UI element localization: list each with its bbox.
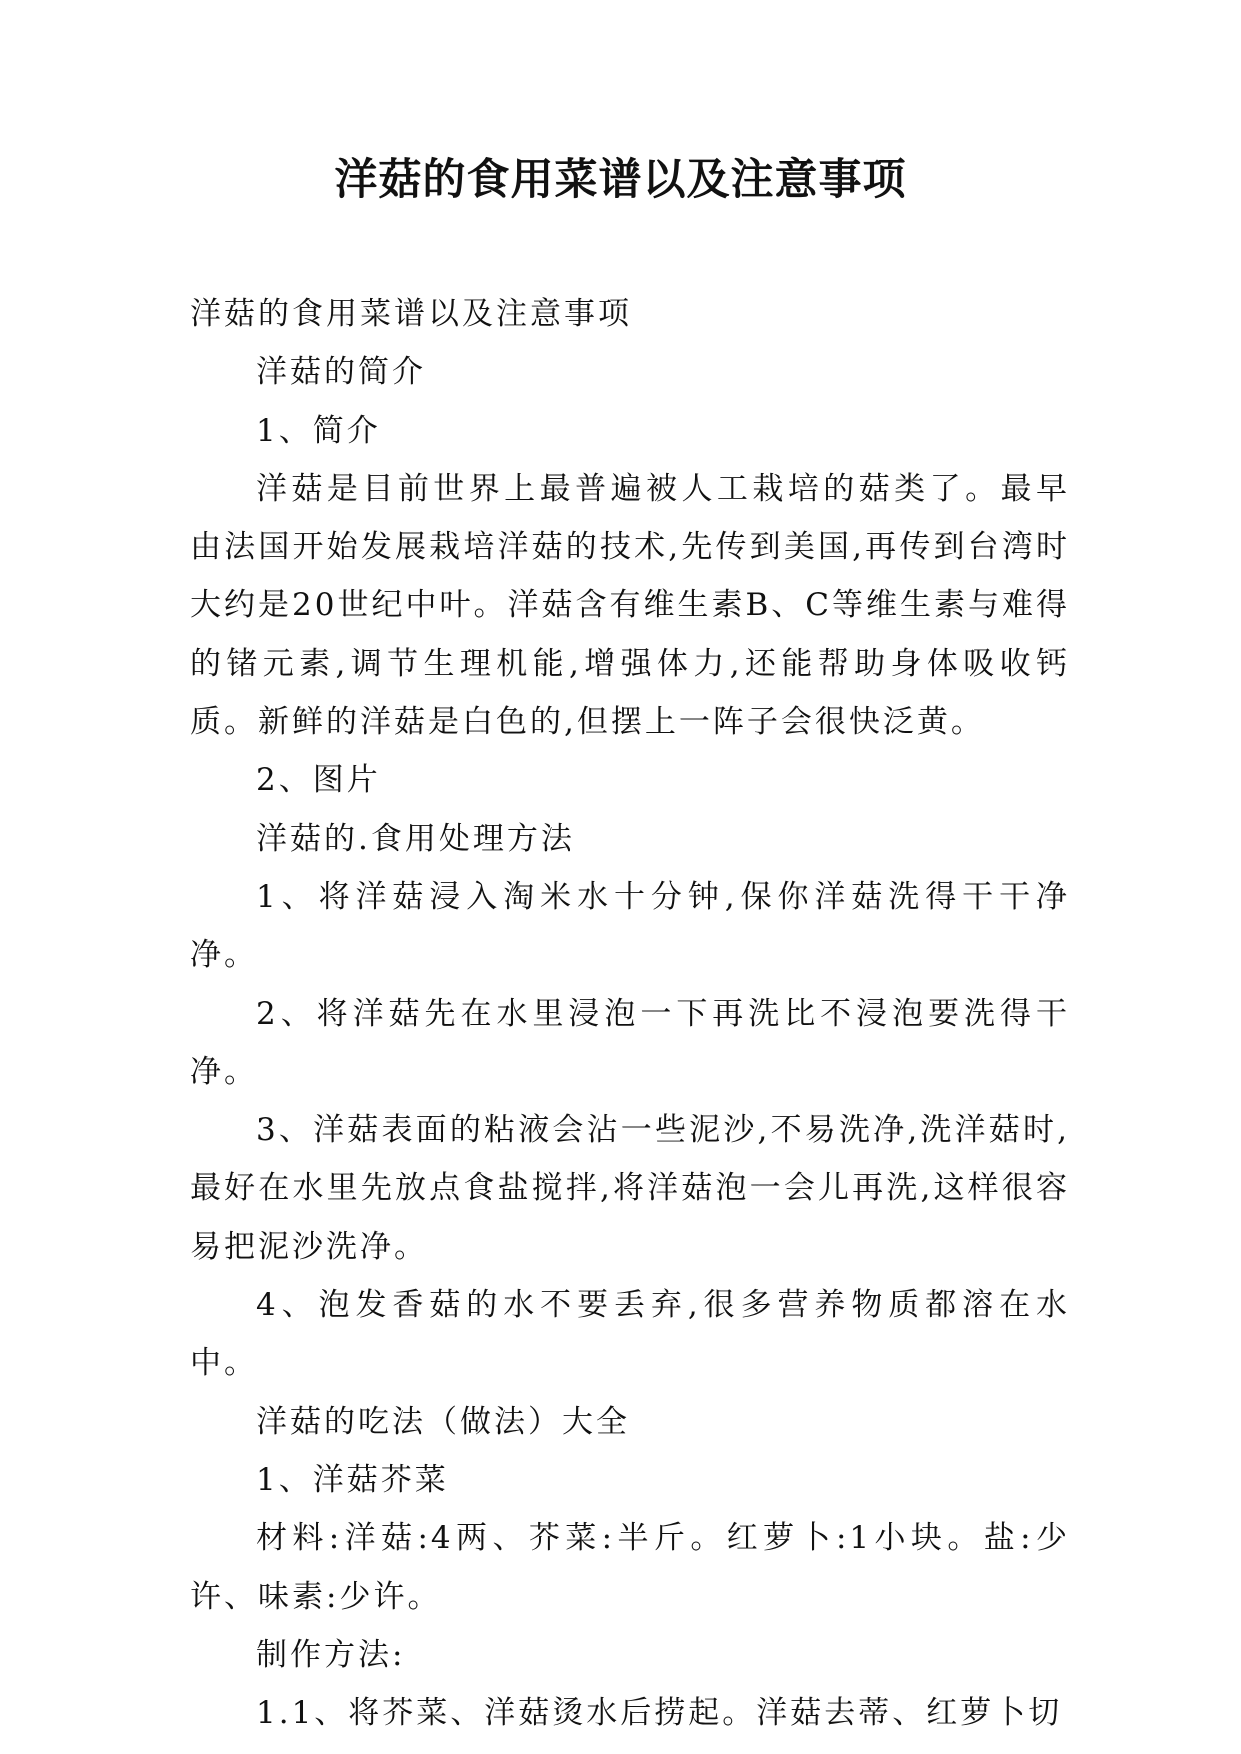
body-paragraph: 材料:洋菇:4两、芥菜:半斤。红萝卜:1小块。盐:少许、味素:少许。 [190, 1520, 1070, 1615]
body-paragraph: 洋菇的简介 [256, 354, 426, 391]
body-paragraph: 1、将洋菇浸入淘米水十分钟,保你洋菇洗得干干净净。 [190, 878, 1070, 974]
body-paragraph: 1、简介 [256, 412, 381, 449]
body-paragraph: 3、洋菇表面的粘液会沾一些泥沙,不易洗净,洗洋菇时,最好在水里先放点食盐搅拌,将洋菇泡一会儿再洗,这样很容易把泥沙洗净。 [190, 1112, 1070, 1265]
body-paragraph: 1、洋菇芥菜 [256, 1461, 449, 1498]
body-paragraph: 2、将洋菇先在水里浸泡一下再洗比不浸泡要洗得干净。 [190, 995, 1070, 1090]
body-paragraph: 制作方法: [256, 1636, 406, 1673]
document-title: 洋菇的食用菜谱以及注意事项 [334, 155, 907, 205]
body-paragraph: 洋菇的食用菜谱以及注意事项 [190, 296, 632, 332]
body-paragraph: 2、图片 [256, 762, 381, 799]
body-paragraph: 洋菇的.食用处理方法 [256, 820, 575, 857]
document-body [190, 285, 1070, 1742]
body-paragraph: 洋菇的吃法（做法）大全 [256, 1403, 630, 1440]
body-paragraph: 1.1、将芥菜、洋菇烫水后捞起。洋菇去蒂、红萝卜切 [256, 1695, 1063, 1732]
body-paragraph: 4、泡发香菇的水不要丢弃,很多营养物质都溶在水中。 [190, 1287, 1070, 1382]
body-paragraph: 洋菇是目前世界上最普遍被人工栽培的菇类了。最早由法国开始发展栽培洋菇的技术,先传到美国,再传到台湾时大约是20世纪中叶。洋菇含有维生素B、C等维生素与难得的锗元素,调节生理机能,增强体力,还能帮助身体吸收钙质。新鲜的洋菇是白色的,但摆上一阵子会很快泛黄。 [190, 470, 1070, 741]
